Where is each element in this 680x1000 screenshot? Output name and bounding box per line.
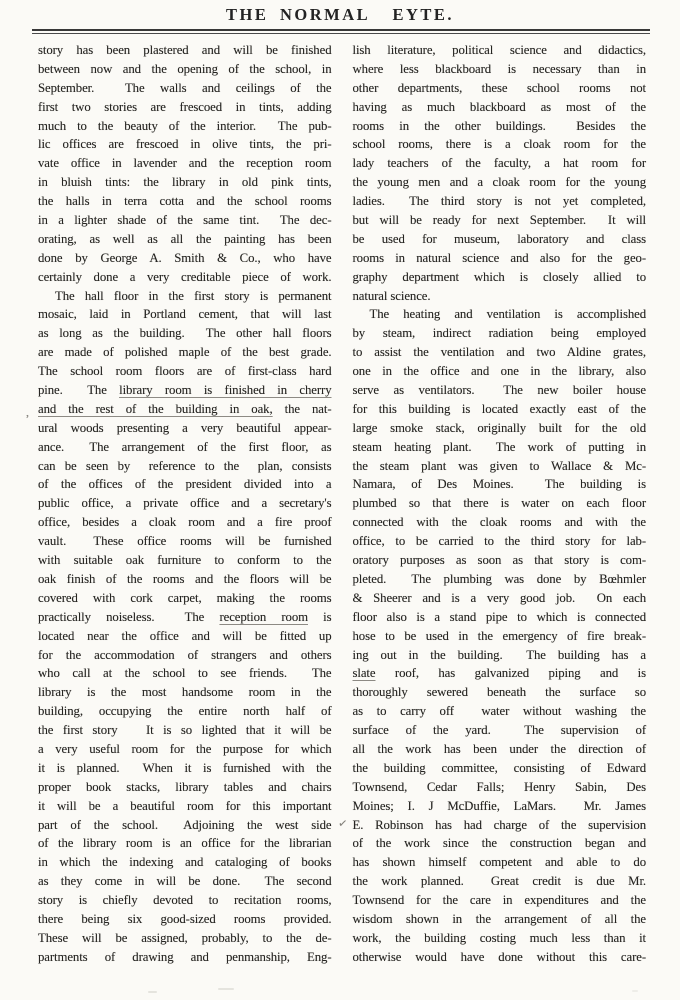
text-line — [353, 608, 647, 627]
text-segment: proper book stacks, library tables and chairs — [38, 779, 332, 794]
text-segment: story has been plastered and will be finished — [38, 43, 332, 57]
text-line — [353, 570, 647, 589]
text-line — [38, 135, 332, 154]
text-segment: having as much blackboard as most of the — [352, 99, 646, 114]
text-segment: mosaic, laid in Portland cement, that will last — [38, 307, 332, 322]
text-line — [38, 816, 349, 835]
text-line — [353, 324, 647, 343]
text-line — [353, 343, 647, 362]
text-line — [38, 41, 332, 60]
text-segment: pleted. The plumbing was done by Bœhmler — [352, 571, 646, 586]
text-line — [38, 551, 332, 570]
text-segment: of the work since the construction began and — [352, 836, 646, 851]
text-line — [38, 853, 332, 872]
text-line — [353, 551, 647, 570]
text-segment: covered with cork carpet, making the rooms — [38, 590, 332, 605]
text-line — [38, 419, 332, 438]
text-line — [353, 135, 647, 154]
text-segment: can be seen by reference to the plan, consists — [38, 458, 332, 473]
text-line — [353, 816, 647, 835]
text-segment: by steam, indirect radiation being employed — [352, 326, 646, 341]
text-segment: other departments, these school rooms not — [352, 80, 646, 95]
text-line — [38, 98, 332, 117]
text-segment: floor also is a stand pipe to which is connected — [352, 609, 646, 624]
text-line — [353, 948, 647, 967]
text-segment: as they come in will be done. The second — [38, 874, 332, 889]
text-line — [353, 589, 647, 608]
text-line — [353, 891, 647, 910]
text-segment: for the accommodation of strangers and others — [38, 647, 332, 662]
text-line — [38, 948, 332, 967]
text-segment: lady teachers of the faculty, a hat room for — [352, 156, 646, 171]
text-line — [38, 872, 332, 891]
text-line — [353, 457, 647, 476]
text-line — [38, 702, 332, 721]
text-segment: oak finish of the rooms and the floors will be — [38, 571, 332, 586]
text-line — [353, 702, 647, 721]
text-line — [38, 929, 332, 948]
text-line — [353, 192, 647, 211]
text-segment: office, besides a cloak room and a fire proof — [38, 515, 332, 530]
text-line — [353, 721, 647, 740]
text-line — [353, 834, 647, 853]
text-line — [353, 664, 647, 683]
text-segment: These will be assigned, probably, to the de- — [38, 930, 332, 945]
text-line — [353, 683, 647, 702]
text-segment: Townsend for the care in expenditures and the — [352, 893, 646, 908]
text-line — [353, 494, 647, 513]
text-line — [38, 608, 332, 627]
text-segment: certainly done a very creditable piece of work. — [38, 269, 332, 284]
text-line — [38, 287, 332, 306]
text-line — [38, 664, 332, 683]
text-line — [353, 79, 647, 98]
text-line — [38, 457, 332, 476]
text-segment: located near the office and will be fitted up — [38, 628, 332, 643]
text-segment: as to carry off water without washing the — [352, 704, 646, 719]
text-line — [353, 872, 647, 891]
text-line — [353, 60, 647, 79]
text-line — [353, 438, 647, 457]
text-line — [353, 419, 647, 438]
text-line — [353, 627, 647, 646]
text-line — [353, 853, 647, 872]
text-line — [353, 381, 647, 400]
text-segment: graphy department which is closely allied to — [352, 269, 646, 284]
text-segment: ance. The arrangement of the first floor, as — [38, 439, 332, 454]
text-line — [353, 287, 647, 306]
text-segment: but will be ready for next September. It will — [352, 213, 646, 228]
text-segment: orating, as well as all the painting has been — [38, 231, 332, 246]
text-segment: are made of polished maple of the best grade. — [38, 345, 332, 360]
text-segment: hose to be used in the emergency of fire break- — [352, 628, 646, 643]
text-segment: it is planned. When it is furnished with the — [38, 760, 332, 775]
text-segment: public office, a private office and a secretary's — [38, 496, 332, 511]
text-line — [38, 362, 332, 381]
text-line — [353, 532, 647, 551]
text-line — [38, 79, 332, 98]
text-segment: office, to be carried to the third story for lab- — [352, 534, 646, 549]
text-line — [38, 117, 332, 136]
text-segment: where less blackboard is necessary than in — [352, 61, 646, 76]
text-segment: ural woods presenting a very beautiful appear- — [38, 420, 332, 435]
left-column — [26, 41, 349, 967]
text-segment: of the offices of the president divided into a — [38, 477, 332, 492]
text-segment: roof, has galvanized piping and is — [375, 666, 646, 681]
text-line — [38, 305, 332, 324]
text-line — [26, 400, 332, 419]
text-segment: school rooms, there is a cloak room for the — [352, 137, 646, 152]
text-segment: is — [307, 609, 332, 624]
text-line — [38, 475, 332, 494]
text-segment: surface of the yard. The supervision of — [352, 723, 646, 738]
text-line — [38, 532, 332, 551]
scan-artifact — [632, 990, 638, 992]
text-segment: the steam plant was given to Wallace & Mc- — [352, 458, 646, 473]
text-segment: ladies. The third story is not yet completed, — [352, 194, 646, 209]
text-line — [353, 797, 647, 816]
text-segment: pine. The — [38, 383, 120, 398]
text-line — [38, 646, 332, 665]
text-segment: in bluish tints: the library in old pink tints, — [38, 175, 332, 190]
text-segment: as long as the building. The other hall floors — [38, 326, 332, 341]
text-segment: ing out in the building. The building has a — [352, 647, 646, 662]
text-line — [38, 438, 332, 457]
text-segment: of the library room is an office for the librarian — [38, 836, 332, 851]
text-line — [38, 154, 332, 173]
text-line — [353, 154, 647, 173]
article-body — [26, 41, 646, 967]
pencil-underlined-text: and the rest of the building in oak, — [38, 401, 273, 416]
text-line — [353, 305, 647, 324]
text-segment: practically noiseless. The — [38, 609, 220, 624]
text-line — [38, 192, 332, 211]
text-line — [38, 589, 332, 608]
text-line — [353, 646, 647, 665]
text-segment: to assist the ventilation and two Aldine grates, — [352, 345, 646, 360]
text-segment: building, occupying the entire north half of — [38, 704, 332, 719]
text-line — [38, 343, 332, 362]
text-line — [38, 759, 332, 778]
text-segment: the work planned. Great credit is due Mr. — [352, 874, 646, 889]
text-line — [38, 797, 332, 816]
text-segment: work, the building costing much less than it — [352, 930, 646, 945]
text-segment: one in the office and one in the library, also — [352, 364, 646, 379]
text-segment: oratory purposes as soon as that story is com- — [352, 553, 646, 568]
text-segment: Moines; I. J McDuffie, LaMars. Mr. James — [352, 798, 646, 813]
text-segment: it will be a beautiful room for this important — [38, 798, 332, 813]
text-line — [38, 230, 332, 249]
text-segment: partments of drawing and penmanship, Eng- — [38, 949, 332, 964]
page-title: THE NORMAL EYTE. — [225, 5, 455, 24]
text-segment: there being six good-sized rooms provided. — [38, 911, 332, 926]
text-line — [353, 41, 647, 60]
text-line — [353, 211, 647, 230]
text-segment: thoroughly sewered beneath the surface so — [352, 685, 646, 700]
text-line — [38, 60, 332, 79]
text-segment: The school room floors are of first-class hard — [38, 364, 332, 379]
scan-artifact — [148, 991, 157, 993]
text-line — [38, 494, 332, 513]
text-segment: The heating and ventilation is accomplished — [369, 307, 646, 322]
text-line — [38, 721, 332, 740]
text-line — [38, 268, 332, 287]
text-segment: September. The walls and ceilings of the — [38, 80, 332, 95]
text-segment: a very useful room for the purpose for which — [38, 741, 332, 756]
text-line — [38, 834, 332, 853]
text-segment: large smoke stack, originally built for the old — [352, 420, 646, 435]
text-line — [353, 98, 647, 117]
text-segment: otherwise would have done without this care- — [352, 949, 646, 964]
text-line — [353, 740, 647, 759]
text-segment: serve as ventilators. The new boiler house — [352, 383, 646, 398]
text-line — [353, 249, 647, 268]
text-segment: E. Robinson has had charge of the supervision — [352, 817, 646, 832]
pencil-margin-mark: , — [26, 404, 29, 419]
text-line — [38, 211, 332, 230]
text-segment: done by George A. Smith & Co., who have — [38, 250, 332, 265]
text-segment: in a lighter shade of the same tint. The dec- — [38, 213, 332, 228]
text-segment: much to the beauty of the interior. The pub- — [38, 118, 332, 133]
right-column — [353, 41, 647, 967]
text-segment: The hall floor in the first story is permanent — [55, 288, 332, 303]
text-segment: rooms in the other buildings. Besides the — [352, 118, 646, 133]
text-segment: the halls in terra cotta and the school rooms — [38, 194, 332, 209]
text-segment: Townsend, Cedar Falls; Henry Sabin, Des — [352, 779, 646, 794]
text-segment: in which the indexing and cataloging of books — [38, 855, 332, 870]
text-segment: who call at the school to see friends. The — [38, 666, 332, 681]
text-segment: for this building is located exactly east of the — [352, 401, 646, 416]
text-segment: the nat- — [272, 401, 332, 416]
pencil-checkmark: ✓ — [337, 816, 349, 831]
pencil-underlined-text: reception room — [219, 609, 308, 624]
text-line — [353, 778, 647, 797]
header-rule — [32, 29, 650, 34]
text-segment: lic offices are frescoed in olive tints, the pri- — [38, 137, 332, 152]
text-segment: Namara, of Des Moines. The building is — [352, 477, 646, 492]
text-line — [353, 268, 647, 287]
text-segment: lish literature, political science and didactics, — [352, 43, 646, 57]
text-segment: has shown himself competent and able to do — [352, 855, 646, 870]
text-line — [353, 400, 647, 419]
text-line — [38, 249, 332, 268]
text-segment: wisdom shown in the arrangement of all the — [352, 911, 646, 926]
pencil-underlined-text: slate — [352, 666, 376, 681]
text-line — [38, 740, 332, 759]
text-line — [353, 929, 647, 948]
text-line — [353, 230, 647, 249]
text-segment: part of the school. Adjoining the west side — [38, 817, 332, 832]
text-segment: plumbed so that there is water on each floor — [352, 496, 646, 511]
text-line — [38, 683, 332, 702]
scan-artifact — [218, 988, 234, 990]
text-line — [38, 324, 332, 343]
text-line — [353, 910, 647, 929]
text-segment: the first story It is so lighted that it will be — [38, 723, 332, 738]
text-segment: & Sheerer and is a very good job. On each — [352, 590, 646, 605]
text-line — [38, 513, 332, 532]
text-segment: with suitable oak furniture to conform to the — [38, 553, 332, 568]
text-line — [38, 381, 332, 400]
text-segment: connected with the cloak rooms and with the — [352, 515, 646, 530]
text-segment: natural science. — [352, 288, 431, 303]
text-line — [38, 173, 332, 192]
text-line — [38, 627, 332, 646]
text-segment: story is chiefly devoted to recitation rooms, — [38, 893, 332, 908]
text-segment: first two stories are frescoed in tints, adding — [38, 99, 332, 114]
text-line — [38, 910, 332, 929]
text-line — [353, 173, 647, 192]
text-segment: all the work has been under the direction of — [352, 741, 646, 756]
text-line — [353, 475, 647, 494]
text-segment: library is the most handsome room in the — [38, 685, 332, 700]
text-line — [38, 891, 332, 910]
text-line — [353, 362, 647, 381]
text-segment: between now and the opening of the school, in — [38, 61, 332, 76]
pencil-underlined-text: library room is finished in cherry — [119, 383, 332, 398]
text-segment: the young men and a cloak room for the young — [352, 175, 646, 190]
text-segment: vate office in lavender and the reception room — [38, 156, 332, 171]
text-segment: vault. These office rooms will be furnished — [38, 534, 332, 549]
text-segment: the building committee, consisting of Edward — [352, 760, 646, 775]
text-line — [353, 513, 647, 532]
text-segment: be used for museum, laboratory and class — [352, 231, 646, 246]
text-line — [38, 570, 332, 589]
text-line — [353, 759, 647, 778]
text-line — [38, 778, 332, 797]
text-segment: steam heating plant. The work of putting in — [352, 439, 646, 454]
text-segment: rooms in natural science and also for the geo- — [352, 250, 646, 265]
text-line — [353, 117, 647, 136]
